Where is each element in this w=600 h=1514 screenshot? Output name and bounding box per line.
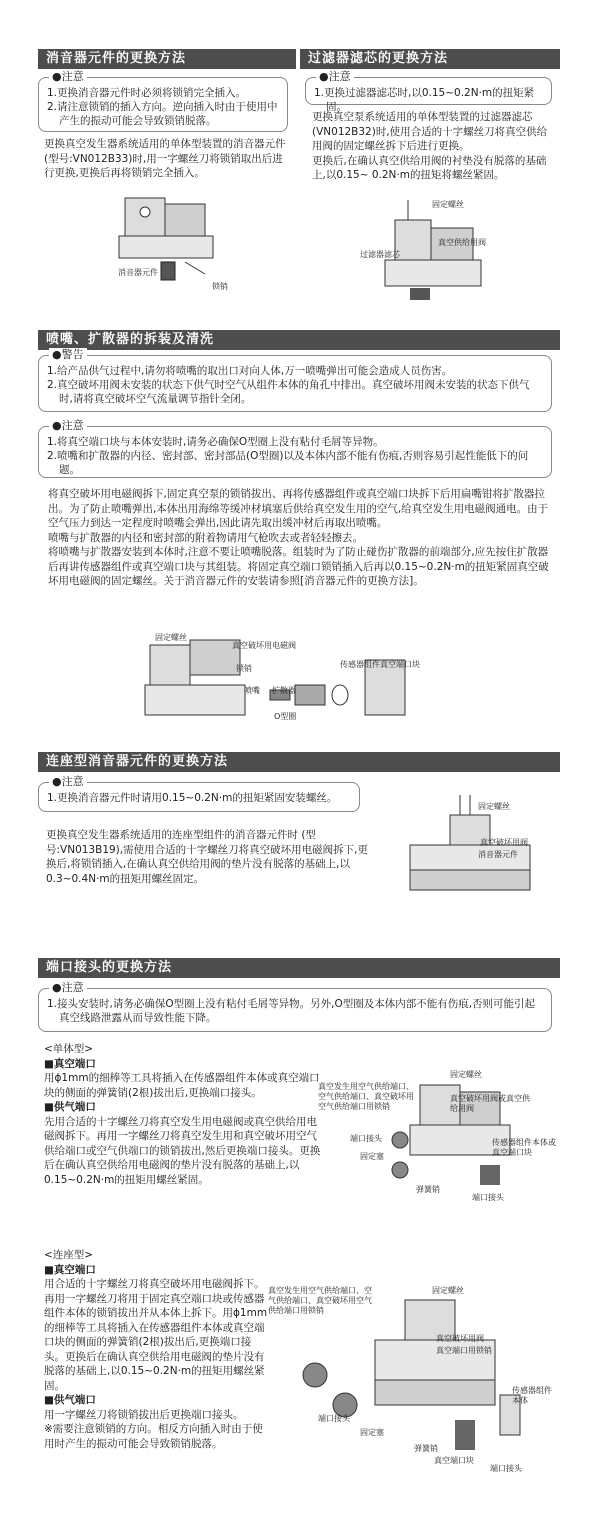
- silencer-body-text: 更换真空发生器系统适用的单体型装置的消音器元件(型号:VN012B33)时,用一字螺丝刀将锁销取出后进行更换,更换后再将锁销完全插入。: [44, 138, 286, 179]
- manifold-type-block: [44, 1248, 272, 1451]
- notice-item: 2.喷嘴和扩散器的内径、密封部、密封部品(O型圈)以及本体内部不能有伤痕,否则容易引起性能低下的问题。: [47, 450, 529, 476]
- notice-item: 1.将真空端口块与本体安装时,请务必确保O型圈上没有粘付毛屑等异物。: [47, 436, 384, 448]
- nozzle-body-para: 将真空破坏用电磁阀拆下,固定真空泵的锁销拔出、再将传感器组件或真空端口块拆下后用扁嘴钳将扩散器拉出。为了防止喷嘴弹出,本体出用海绵等缓冲材填塞后供给真空发生用的空气,给真空发生用电磁阀通电。由于空气压力到达一定程度时喷嘴会弹出,因此请先取出缓冲材后再取出喷嘴。: [48, 488, 549, 529]
- man-vac-body: 用合适的十字螺丝刀将真空破坏用电磁阀拆下。再用一字螺丝刀将用于固定真空端口块或传感器组件本体的锁销拔出并从本体上拆下。用ϕ1mm的细棒等工具将插入在传感器组件本体或真空端口块的侧面的弹簧销(2根)拔出后,更换端口接头。更换后在确认真空供给用电磁阀的垫片没有脱落的基础上,以0.15~0.2N·m的扭矩用螺丝紧固。: [44, 1278, 268, 1392]
- label-joint: 端口接头: [472, 1193, 504, 1202]
- notice-title: ●注意: [49, 981, 87, 995]
- label-valve: 真空破坏用阀或真空供给用阀: [450, 1094, 530, 1113]
- label-spring: 弹簧销: [416, 1185, 440, 1194]
- warning-item: 2.真空破坏用阀未安装的状态下供气时空气从组件本体的角孔中排出。真空破坏用阀未安装的状态下供气时,请将真空破坏空气流量调节指针全闭。: [47, 379, 530, 405]
- nozzle-body-text: [48, 487, 552, 589]
- notice-box-port: [38, 981, 552, 1032]
- notice-item: 1.更换消音器元件时必须将锁销完全插入。: [47, 87, 247, 99]
- manifold-type-heading: <连座型>: [44, 1249, 94, 1261]
- label-valve: 真空供给用阀: [438, 238, 486, 247]
- nozzle-body-para: 喷嘴与扩散器的内径和密封部的附着物请用气枪吹去或者轻轻擦去。: [48, 531, 363, 544]
- unit-sup-title: ■供气端口: [44, 1101, 96, 1113]
- label-screw: 固定螺丝: [432, 1286, 464, 1295]
- section-header-manifold-silencer: 连座型消音器元件的更换方法: [38, 752, 560, 772]
- label-solenoid: 真空破坏用阀: [436, 1334, 484, 1343]
- label-pin: 锁销: [236, 664, 252, 673]
- label-port: 端口接头: [350, 1134, 382, 1143]
- label-port: 端口接头: [318, 1414, 350, 1423]
- nozzle-illustration: [140, 635, 460, 725]
- unit-type-block: [44, 1042, 324, 1187]
- notice-item: 2.请注意锁销的插入方向。逆向插入时由于使用中产生的振动可能会导致锁销脱落。: [47, 101, 278, 127]
- label-silencer: 消音器元件: [118, 268, 158, 277]
- notice-box-filter: [305, 70, 552, 113]
- label-screw: 固定螺丝: [432, 200, 464, 209]
- filter-body-para: 更换后,在确认真空供给用阀的衬垫没有脱落的基础上,以0.15~ 0.2N·m的扭矩将螺丝紧固。: [312, 154, 547, 181]
- notice-title: ●注意: [316, 70, 354, 84]
- unit-type-heading: <单体型>: [44, 1043, 94, 1055]
- man-vac-title: ■真空端口: [44, 1263, 96, 1276]
- manifold-silencer-body: 更换真空发生器系统适用的连座型组件的消音器元件时 (型号:VN013B19),需使用合适的十字螺丝刀将真空破坏用电磁阀拆下,更换后,将锁销插入,在确认真空供给用阀的垫片没有脱落的基础上,以 0.3~0.4N·m的扭矩用螺丝固定。: [46, 829, 368, 885]
- warning-box-nozzle: [38, 348, 552, 412]
- notice-item: 1.更换过滤器滤芯时,以0.15~0.2N·m的扭矩紧固。: [314, 87, 535, 113]
- label-supply-pin: 真空发生用空气供给端口、空气供给端口、真空破坏用空气供给端口用锁销: [318, 1082, 414, 1111]
- notice-item: 1.更换消音器元件时请用0.15~0.2N·m的扭矩紧固安装螺丝。: [47, 792, 338, 804]
- nozzle-body-para: 将喷嘴与扩散器安装到本体时,注意不要让喷嘴脱落。组装时为了防止碰伤扩散器的前端部分,应先按住扩散器后再讲传感器组件或真空端口块与其组装。将固定真空端口锁销插入后再以0.15~0.2N·m的扭矩紧固真空破坏用电磁阀的固定螺丝。关于消音器元件的安装请参照[消音器元件的更换方法]。: [48, 546, 549, 587]
- man-note: ※需要注意锁销的方向。相反方向插入时由于使用时产生的振动可能会导致锁销脱落。: [44, 1423, 263, 1450]
- notice-box-manifold-silencer: [38, 775, 360, 812]
- label-spring: 弹簧销: [414, 1444, 438, 1453]
- label-nozzle: 喷嘴: [244, 686, 260, 695]
- label-screw: 固定螺丝: [450, 1070, 482, 1079]
- label-filter: 过滤器滤芯: [360, 250, 400, 259]
- label-screw: 固定螺丝: [155, 633, 187, 642]
- notice-item: 1.接头安装时,请务必确保O型圈上没有粘付毛屑等异物。另外,O型圈及本体内部不能有伤痕,否则可能引起真空线路泄露从而导致性能下降。: [47, 998, 536, 1024]
- label-screw: 固定螺丝: [478, 802, 510, 811]
- label-solenoid: 真空破坏用阀: [480, 838, 528, 847]
- unit-vac-title: ■真空端口: [44, 1057, 96, 1070]
- warning-title: ●警告: [49, 348, 87, 362]
- label-supply-pin: 真空发生用空气供给端口、空气供给端口、真空破坏用空气供给端口用锁销: [268, 1286, 372, 1315]
- section-header-filter: 过滤器滤芯的更换方法: [300, 49, 560, 69]
- section-header-nozzle: 喷嘴、扩散器的拆装及清洗: [38, 330, 560, 350]
- label-oring: O型圈: [274, 712, 297, 721]
- label-pin: 真空端口用锁销: [436, 1346, 492, 1355]
- label-sensor: 传感器组件本体: [512, 1386, 552, 1405]
- warning-item: 1.给产品供气过程中,请勿将喷嘴的取出口对向人体,万一喷嘴弹出可能会造成人员伤害。: [47, 365, 453, 377]
- filter-body-para: 更换真空泵系统适用的单体型装置的过滤器滤芯(VN012B32)时,使用合适的十字螺丝刀将真空供给用阀的固定螺丝拆下后进行更换。: [312, 111, 548, 152]
- label-pin: 锁销: [212, 282, 228, 291]
- label-sensor: 传感器组件真空端口块: [340, 660, 420, 669]
- notice-box-silencer: [38, 70, 288, 132]
- label-block: 真空端口块: [434, 1456, 474, 1465]
- unit-sup-body: 先用合适的十字螺丝刀将真空发生用电磁阀或真空供给用电磁阀拆下。再用一字螺丝刀将真空发生用和真空破坏用空气供给端口或空气供端口的锁销拔出,然后更换端口接头。更换后在确认真空供给用电磁阀的垫片没有脱落的基础上,以0.15~0.2N·m的扭矩用螺丝紧固。: [44, 1115, 321, 1186]
- unit-vac-body: 用ϕ1mm的细棒等工具将插入在传感器组件本体或真空端口块的侧面的弹簧销(2根)拔出后,更换端口接头。: [44, 1072, 320, 1099]
- notice-title: ●注意: [49, 775, 87, 789]
- notice-title: ●注意: [49, 70, 87, 84]
- label-solenoid: 真空破坏用电磁阀: [232, 641, 296, 650]
- section-header-port: 端口接头的更换方法: [38, 958, 560, 978]
- filter-body-text: [312, 110, 554, 183]
- man-sup-title: ■供气端口: [44, 1394, 96, 1406]
- label-plug: 固定塞: [360, 1152, 384, 1161]
- section-header-silencer: 消音器元件的更换方法: [38, 49, 296, 69]
- label-diffuser: 扩散器: [272, 686, 296, 695]
- notice-box-nozzle: [38, 419, 552, 478]
- notice-title: ●注意: [49, 419, 87, 433]
- man-sup-body: 用一字螺丝刀将锁销拔出后更换端口接头。: [44, 1408, 244, 1421]
- label-sensor: 传感器组件本体或真空端口块: [492, 1138, 556, 1157]
- label-plug: 固定塞: [360, 1428, 384, 1437]
- label-silencer: 消音器元件: [478, 850, 518, 859]
- label-joint: 端口接头: [490, 1464, 522, 1473]
